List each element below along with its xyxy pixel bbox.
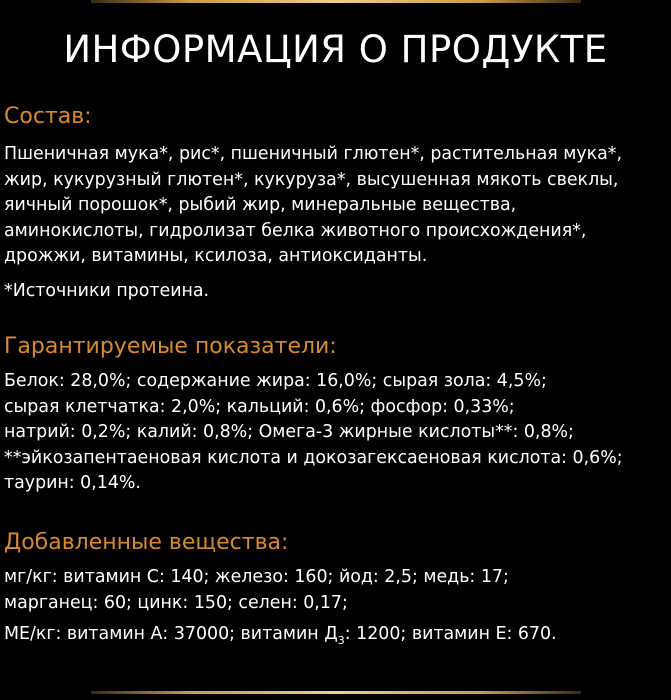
additives-iu-line bbox=[4, 624, 557, 647]
guaranteed-values-text bbox=[4, 369, 623, 497]
vitamin-d-subscript: 3 bbox=[337, 634, 345, 647]
additives-iu-prefix: МЕ/кг: витамин А: 37000; витамин Д bbox=[4, 624, 338, 644]
composition-line: яичный порошок*, рыбий жир, минеральные вещества, bbox=[4, 195, 517, 215]
guaranteed-line: сырая клетчатка: 2,0%; кальций: 0,6%; фосфор: 0,33%; bbox=[4, 396, 515, 417]
guaranteed-line: таурин: 0,14%. bbox=[4, 473, 141, 493]
top-divider bbox=[91, 0, 581, 3]
guaranteed-values-heading: Гарантируемые показатели: bbox=[4, 334, 337, 359]
guaranteed-line: Белок: 28,0%; содержание жира: 16,0%; сырая зола: 4,5%; bbox=[4, 371, 547, 391]
composition-line: Пшеничная мука*, рис*, пшеничный глютен*, растительная мука*, bbox=[4, 144, 623, 164]
additives-line: мг/кг: витамин С: 140; железо: 160; йод: 2,5; медь: 17; bbox=[4, 567, 509, 587]
composition-line: дрожжи, витамины, ксилоза, антиоксиданты. bbox=[4, 246, 428, 266]
additives-line: марганец: 60; цинк: 150; селен: 0,17; bbox=[4, 592, 348, 613]
protein-sources-note: *Источники протеина. bbox=[4, 281, 210, 301]
additives-iu-suffix: : 1200; витамин Е: 670. bbox=[344, 624, 557, 644]
composition-line: аминокислоты, гидролизат белка животного происхождения*, bbox=[4, 220, 587, 241]
guaranteed-line: натрий: 0,2%; калий: 0,8%; Омега-3 жирные кислоты**: 0,8%; bbox=[4, 422, 574, 442]
additives-text bbox=[4, 565, 509, 616]
guaranteed-line: **эйкозапентаеновая кислота и докозагексаеновая кислота: 0,6%; bbox=[4, 447, 623, 468]
bottom-divider bbox=[91, 691, 581, 694]
additives-heading: Добавленные вещества: bbox=[4, 530, 289, 555]
page-title: ИНФОРМАЦИЯ О ПРОДУКТЕ bbox=[63, 28, 608, 71]
composition-heading: Состав: bbox=[4, 104, 92, 129]
composition-text bbox=[4, 142, 622, 270]
composition-line: жир, кукурузный глютен*, кукуруза*, высушенная мякоть свеклы, bbox=[4, 169, 619, 190]
